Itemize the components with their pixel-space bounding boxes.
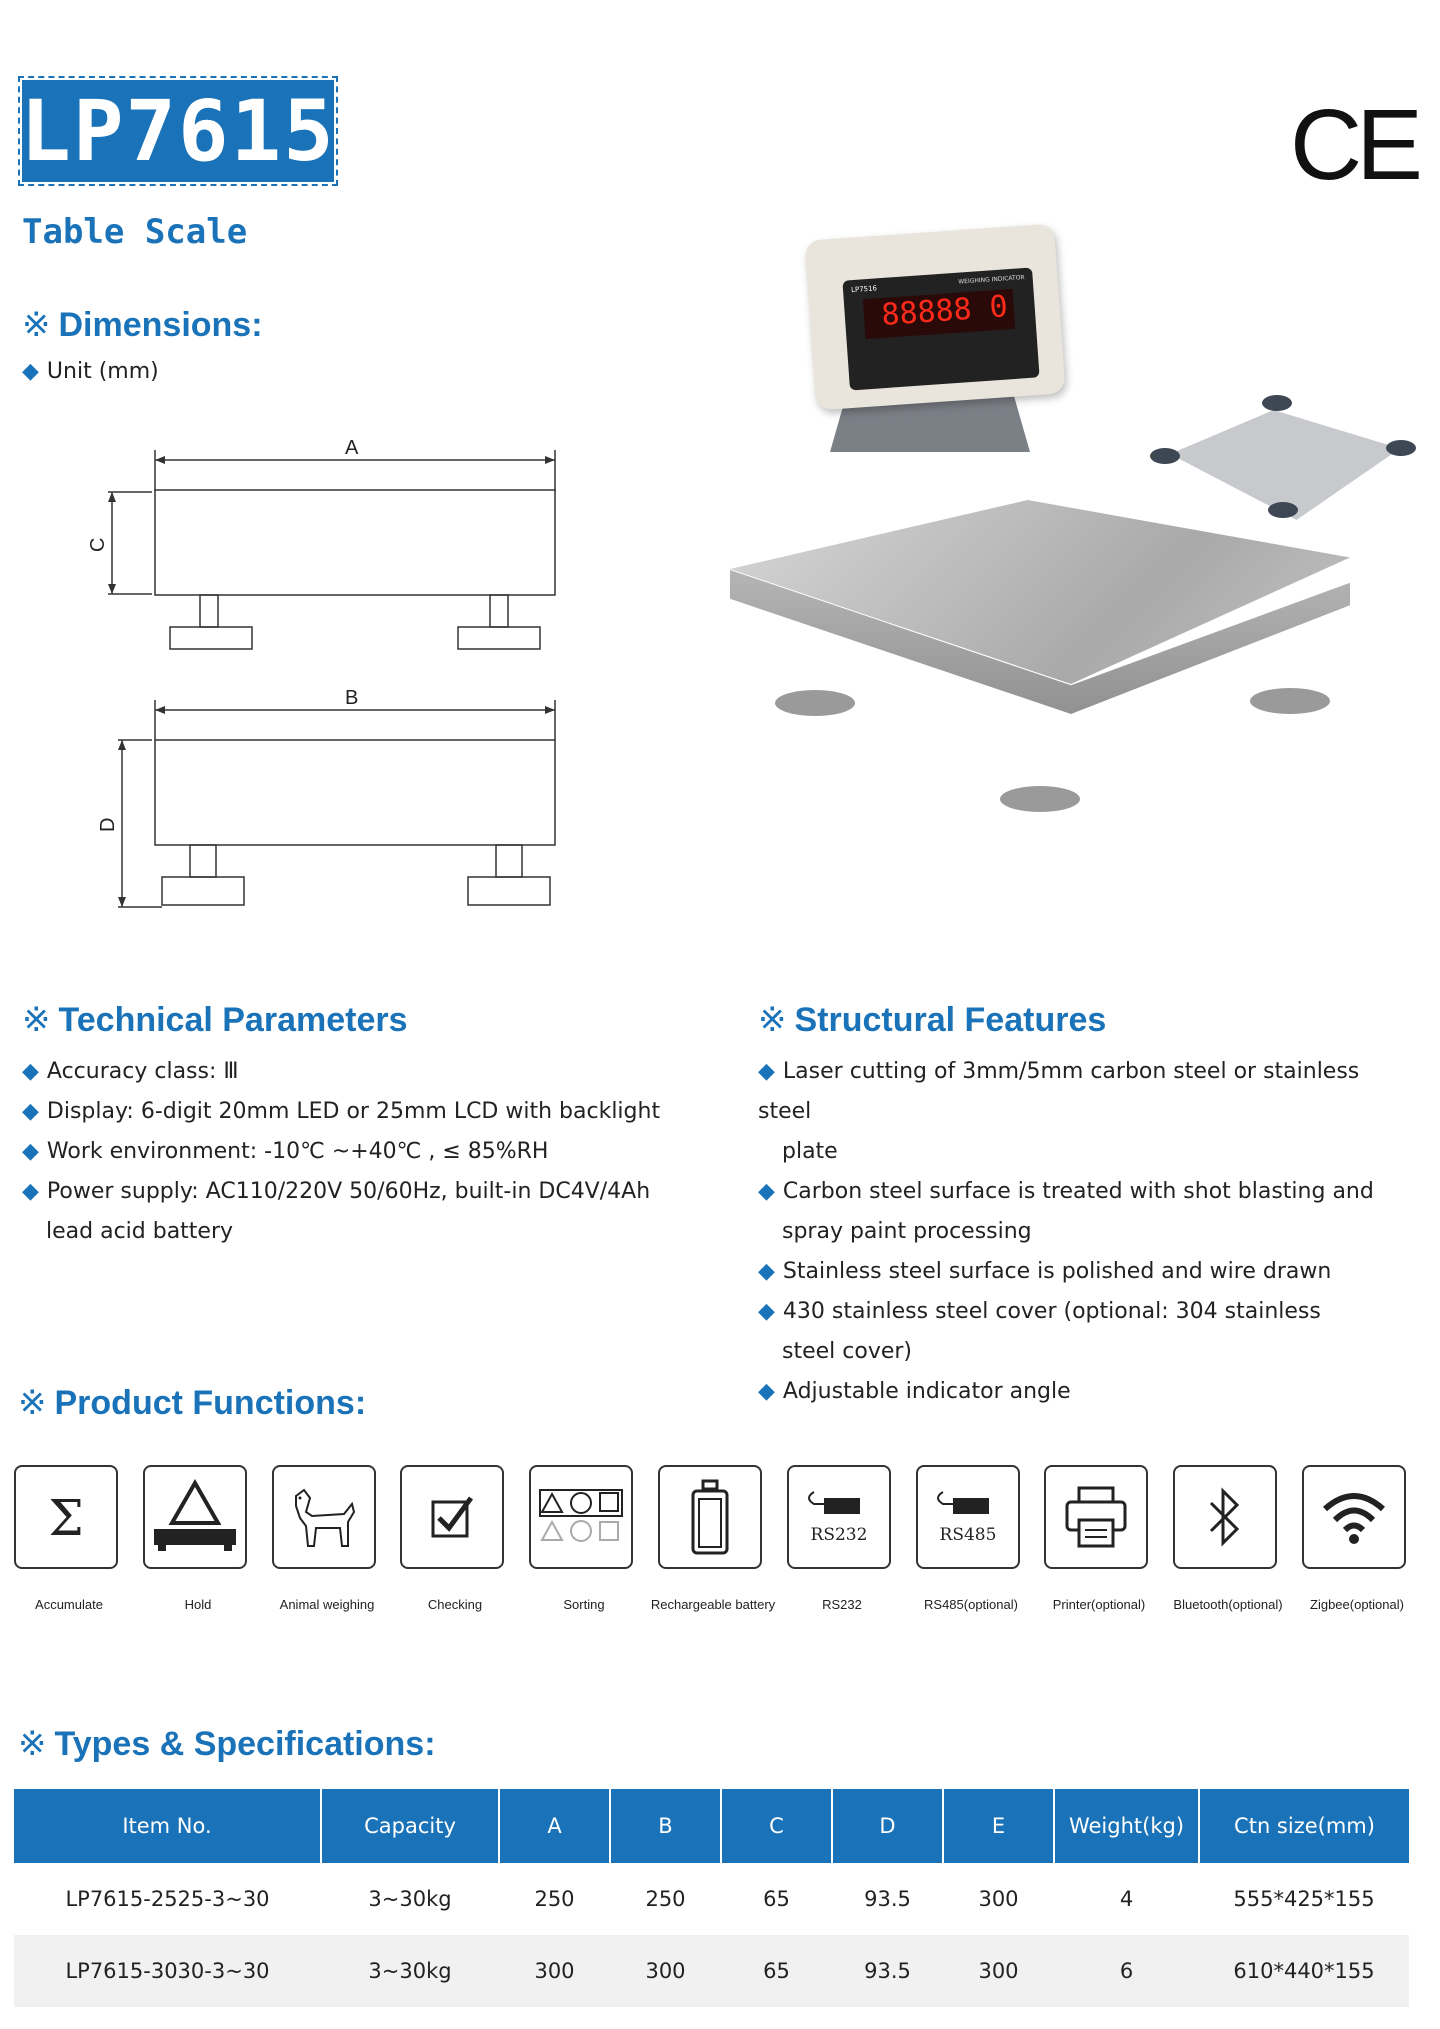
specs-heading: ※ Types & Specifications: <box>18 1725 436 1763</box>
rs485-icon <box>916 1465 1020 1569</box>
table-cell: 93.5 <box>864 1887 911 1911</box>
list-item: ◆ Adjustable indicator angle <box>758 1379 1071 1404</box>
diamond-bullet-icon: ◆ <box>22 1059 39 1084</box>
function-label: Rechargeable battery <box>650 1597 776 1612</box>
table-cell: 65 <box>763 1887 790 1911</box>
column-header: D <box>832 1789 943 1863</box>
function-label: Bluetooth(optional) <box>1173 1597 1283 1612</box>
list-item: ◆ Work environment: -10℃ ~+40℃ , ≤ 85%RH <box>22 1139 549 1164</box>
bluetooth-icon <box>1173 1465 1277 1569</box>
function-rs232 <box>787 1465 897 1612</box>
platform-foot <box>775 690 855 716</box>
sigma-icon <box>14 1465 118 1569</box>
function-accumulate <box>14 1465 124 1612</box>
dim-label-b: B <box>345 687 359 709</box>
table-cell: 300 <box>499 1935 610 2007</box>
list-item: ◆ Display: 6-digit 20mm LED or 25mm LCD with backlight <box>22 1099 661 1124</box>
sorting-icon <box>529 1465 633 1569</box>
technical-list <box>22 1052 702 1252</box>
table-cell: 3~30kg <box>321 1935 499 2007</box>
diamond-bullet-icon: ◆ <box>22 1179 39 1204</box>
product-subtitle: Table Scale <box>22 212 248 252</box>
function-bluetooth <box>1173 1465 1283 1612</box>
table-row <box>14 1935 1409 2007</box>
function-hold <box>143 1465 253 1612</box>
dim-label-a: A <box>345 437 359 459</box>
column-header: B <box>610 1789 721 1863</box>
load-cell-pad <box>1268 502 1298 518</box>
printer-icon <box>1044 1465 1148 1569</box>
dimension-drawing <box>87 432 590 912</box>
function-animal-weighing <box>272 1465 382 1612</box>
column-header: A <box>499 1789 610 1863</box>
hold-icon <box>143 1465 247 1569</box>
ce-mark-icon: CE <box>1290 89 1417 201</box>
table-cell: LP7615-3030-3~30 <box>14 1935 321 2007</box>
load-cell-pad <box>1386 440 1416 456</box>
weighing-indicator-image <box>810 232 1060 402</box>
svg-text:Σ: Σ <box>48 1489 84 1547</box>
wifi-icon <box>1302 1465 1406 1569</box>
structural-list <box>758 1052 1418 1412</box>
function-label: RS232 <box>822 1597 862 1612</box>
table-cell: 3~30kg <box>368 1887 452 1911</box>
diamond-bullet-icon: ◆ <box>758 1379 775 1404</box>
diamond-bullet-icon: ◆ <box>758 1259 775 1284</box>
function-label: Accumulate <box>35 1597 103 1612</box>
list-item: ◆ Stainless steel surface is polished and wire drawn <box>758 1259 1332 1284</box>
load-cell-pad <box>1150 448 1180 464</box>
list-item: ◆ 430 stainless steel cover (optional: 304 stainless <box>758 1299 1321 1324</box>
table-cell: 250 <box>534 1887 575 1911</box>
table-cell: 300 <box>978 1887 1019 1911</box>
platform-foot <box>1250 688 1330 714</box>
structural-heading: ※ Structural Features <box>758 1001 1107 1039</box>
battery-icon <box>658 1465 762 1569</box>
indicator-led-display: 88888 0 <box>863 289 1015 339</box>
column-header: Ctn size(mm) <box>1199 1789 1409 1863</box>
diamond-bullet-icon: ◆ <box>22 1099 39 1124</box>
dim-label-d: D <box>97 817 119 832</box>
table-cell: 300 <box>943 1935 1054 2007</box>
table-header-row <box>14 1789 1409 1863</box>
rs232-icon <box>787 1465 891 1569</box>
check-icon <box>400 1465 504 1569</box>
column-header: Capacity <box>321 1789 499 1863</box>
table-row <box>14 1863 1409 1935</box>
function-label: Printer(optional) <box>1052 1597 1146 1612</box>
rs485-icon-text: RS485 <box>939 1525 997 1545</box>
list-item: ◆ Accuracy class: Ⅲ <box>22 1059 239 1084</box>
indicator-brand: LP7516 <box>850 284 878 295</box>
diamond-bullet-icon: ◆ <box>22 1139 39 1164</box>
diamond-bullet-icon: ◆ <box>758 1299 775 1324</box>
function-label: Checking <box>427 1597 483 1612</box>
rs232-icon-text: RS232 <box>810 1525 868 1545</box>
load-cell-frame-image <box>1150 390 1420 560</box>
technical-heading: ※ Technical Parameters <box>22 1001 408 1039</box>
function-label: Animal weighing <box>279 1597 375 1612</box>
functions-heading: ※ Product Functions: <box>18 1384 367 1422</box>
unit-note: ◆ Unit (mm) <box>22 359 159 384</box>
diamond-bullet-icon: ◆ <box>22 359 39 384</box>
table-cell: 250 <box>645 1887 686 1911</box>
function-label: Zigbee(optional) <box>1310 1597 1404 1612</box>
indicator-caption: WEIGHING INDICATOR <box>958 274 1025 286</box>
list-item: ◆ Carbon steel surface is treated with shot blasting and <box>758 1179 1374 1204</box>
model-logo-text: LP7615 <box>20 82 336 180</box>
dimensions-heading: ※ Dimensions: <box>22 306 263 344</box>
table-cell: 6 <box>1054 1935 1199 2007</box>
platform-foot <box>1000 786 1080 812</box>
function-sorting <box>529 1465 639 1612</box>
list-item: ◆ Laser cutting of 3mm/5mm carbon steel or stainless steel <box>758 1059 1360 1124</box>
function-label: RS485(optional) <box>924 1597 1018 1612</box>
list-item-continued: steel cover) <box>782 1339 913 1364</box>
dog-icon <box>272 1465 376 1569</box>
column-header: Item No. <box>14 1789 321 1863</box>
function-label: Sorting <box>563 1597 605 1612</box>
list-item-continued: plate <box>782 1139 838 1164</box>
model-logo <box>22 80 334 182</box>
specs-table <box>14 1789 1409 2007</box>
column-header: C <box>721 1789 832 1863</box>
list-item-continued: spray paint processing <box>782 1219 1032 1244</box>
column-header: E <box>943 1789 1054 1863</box>
function-label: Hold <box>184 1597 212 1612</box>
function-rechargeable-battery <box>650 1465 776 1612</box>
function-checking <box>400 1465 510 1612</box>
table-cell: 610*440*155 <box>1199 1935 1409 2007</box>
function-zigbee <box>1302 1465 1412 1612</box>
table-cell: 93.5 <box>832 1935 943 2007</box>
list-item: ◆ Power supply: AC110/220V 50/60Hz, built-in DC4V/4Ah <box>22 1179 651 1204</box>
table-cell: 300 <box>610 1935 721 2007</box>
table-cell: 555*425*155 <box>1233 1887 1375 1911</box>
diamond-bullet-icon: ◆ <box>758 1179 775 1204</box>
function-printer <box>1044 1465 1154 1612</box>
diamond-bullet-icon: ◆ <box>758 1059 775 1084</box>
function-rs485 <box>916 1465 1026 1612</box>
table-cell: LP7615-2525-3~30 <box>65 1887 270 1911</box>
column-header: Weight(kg) <box>1054 1789 1199 1863</box>
load-cell-pad <box>1262 395 1292 411</box>
table-cell: 65 <box>721 1935 832 2007</box>
list-item-continued: lead acid battery <box>46 1219 234 1244</box>
table-cell: 4 <box>1119 1887 1134 1911</box>
dim-label-c: C <box>87 537 109 552</box>
